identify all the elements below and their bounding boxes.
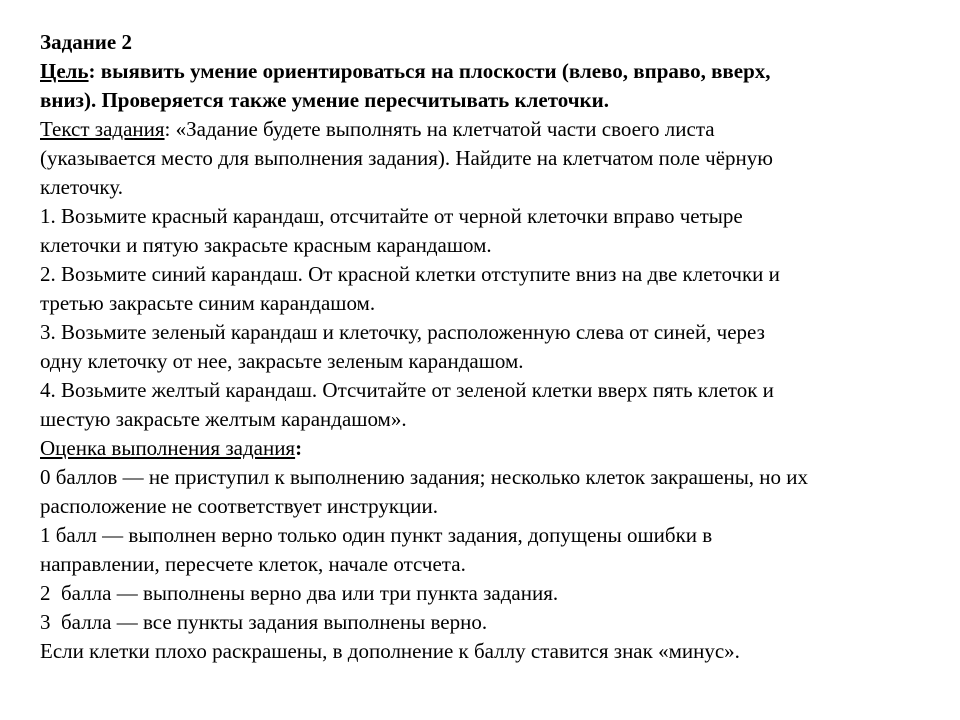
goal-line-2: вниз). Проверяется также умение пересчитывать клеточки. [40, 88, 609, 112]
step-2-line-1: 2. Возьмите синий карандаш. От красной клетки отступите вниз на две клеточки и [40, 262, 780, 286]
score-0-line-2: расположение не соответствует инструкции. [40, 494, 439, 518]
task-text-label: Текст задания [40, 117, 165, 141]
step-1-line-1: 1. Возьмите красный карандаш, отсчитайте от черной клеточки вправо четыре [40, 204, 743, 228]
task-text-line-3: клеточку. [40, 175, 123, 199]
step-4-line-2: шестую закрасьте желтым карандашом». [40, 407, 407, 431]
score-1-line-2: направлении, пересчете клеток, начале отсчета. [40, 552, 466, 576]
step-3-line-1: 3. Возьмите зеленый карандаш и клеточку, расположенную слева от синей, через [40, 320, 765, 344]
score-3-line: 3 балла — все пункты задания выполнены верно. [40, 610, 488, 634]
step-2-line-2: третью закрасьте синим карандашом. [40, 291, 376, 315]
goal-label: Цель [40, 59, 89, 83]
score-0-line-1: 0 баллов — не приступил к выполнению задания; несколько клеток закрашены, но их [40, 465, 809, 489]
score-2-line: 2 балла — выполнены верно два или три пункта задания. [40, 581, 559, 605]
step-3-line-2: одну клеточку от нее, закрасьте зеленым карандашом. [40, 349, 524, 373]
task-text-1: : «Задание будете выполнять на клетчатой части своего листа [164, 117, 715, 141]
minus-note-line: Если клетки плохо раскрашены, в дополнение к баллу ставится знак «минус». [40, 639, 740, 663]
assessment-label: Оценка выполнения задания [40, 436, 296, 460]
assessment-heading [40, 434, 930, 463]
task-text-line-2: (указывается место для выполнения задания). Найдите на клетчатом поле чёрную [40, 146, 773, 170]
task-title: Задание 2 [40, 30, 132, 54]
task-text-line-1 [40, 115, 930, 144]
goal-line-1 [40, 57, 930, 86]
step-1-line-2: клеточки и пятую закрасьте красным карандашом. [40, 233, 492, 257]
step-4-line-1: 4. Возьмите желтый карандаш. Отсчитайте от зеленой клетки вверх пять клеток и [40, 378, 774, 402]
document-page [40, 28, 930, 666]
goal-text-1: : выявить умение ориентироваться на плоскости (влево, вправо, вверх, [88, 59, 771, 83]
assessment-colon: : [295, 436, 303, 460]
score-1-line-1: 1 балл — выполнен верно только один пункт задания, допущены ошибки в [40, 523, 713, 547]
